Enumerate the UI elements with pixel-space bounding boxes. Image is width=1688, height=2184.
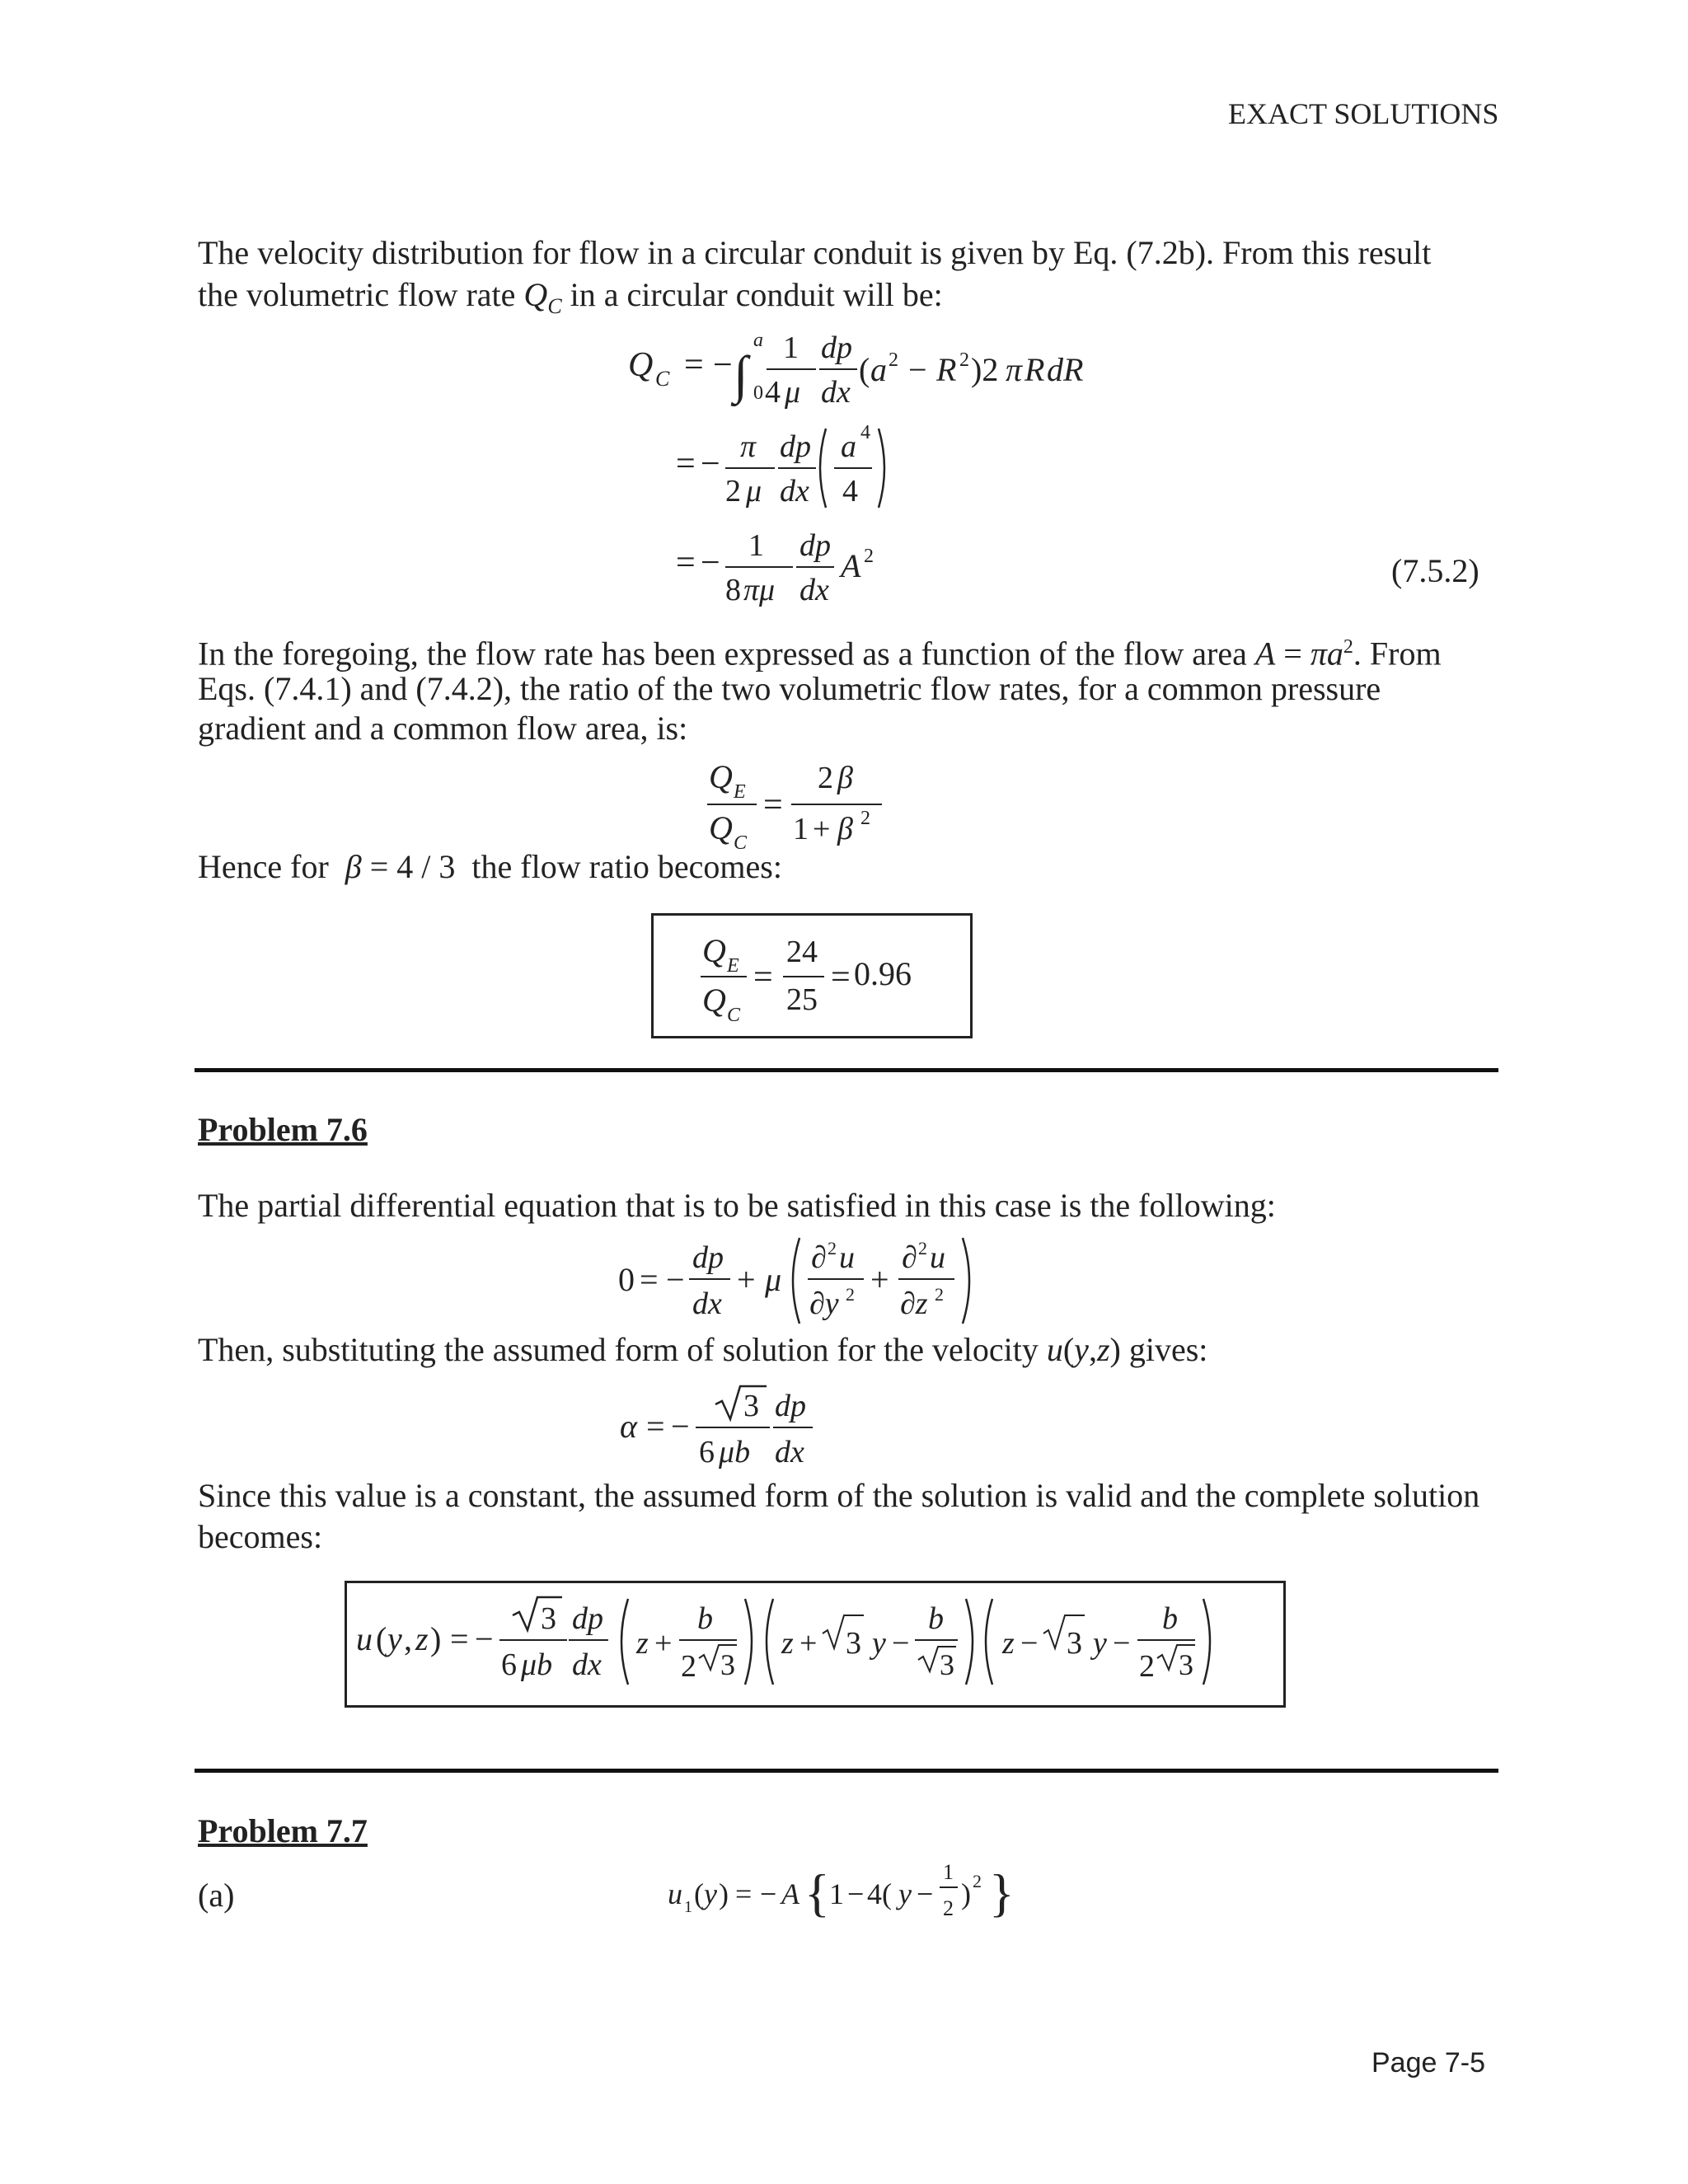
svg-text:−: − [760, 1877, 777, 1910]
svg-text:): ) [430, 1620, 442, 1657]
svg-text:(: ( [694, 1877, 704, 1910]
svg-text:dp: dp [821, 330, 852, 365]
problem-7-6-line-2-pre: Then, substituting the assumed form of solution for the velocity [198, 1331, 1047, 1368]
equation-boxed-ratio [692, 927, 857, 1026]
svg-text:=: = [450, 1620, 469, 1657]
svg-text:3: 3 [940, 1648, 954, 1681]
svg-text:μ: μ [765, 1261, 782, 1298]
svg-text:−: − [892, 1626, 910, 1661]
svg-text:1: 1 [748, 528, 764, 563]
svg-text:Q: Q [702, 932, 726, 969]
svg-text:Q: Q [709, 758, 733, 795]
svg-text:dp: dp [775, 1389, 806, 1423]
svg-text:0: 0 [753, 382, 763, 404]
svg-text:2: 2 [889, 349, 898, 371]
svg-text:6: 6 [699, 1435, 715, 1469]
svg-text:+: + [799, 1626, 818, 1661]
svg-text:25: 25 [786, 982, 818, 1017]
after-line-3: gradient and a common flow area, is: [198, 710, 688, 747]
svg-text:μ: μ [785, 375, 801, 410]
svg-text:−: − [847, 1877, 865, 1910]
svg-text:2: 2 [918, 1238, 927, 1258]
svg-text:=: = [831, 958, 851, 996]
svg-text:dp: dp [572, 1601, 603, 1636]
svg-text:−: − [1020, 1626, 1039, 1661]
svg-text:C: C [727, 1005, 741, 1026]
svg-text:−: − [701, 544, 720, 582]
svg-text:): ) [719, 1877, 729, 1910]
svg-text:E: E [734, 781, 746, 803]
svg-text:dp: dp [692, 1240, 724, 1275]
svg-text:R: R [936, 351, 957, 388]
svg-text:C: C [734, 832, 748, 854]
svg-text:Q: Q [702, 982, 726, 1019]
svg-text:(: ( [859, 351, 870, 388]
svg-text:=: = [676, 544, 696, 582]
svg-text:−: − [701, 445, 720, 483]
equation-alpha [617, 1378, 831, 1477]
svg-text:+: + [654, 1626, 673, 1661]
svg-text:α: α [620, 1408, 637, 1445]
svg-text:π: π [740, 429, 757, 464]
svg-text:2: 2 [818, 761, 833, 795]
svg-text:b: b [928, 1601, 944, 1636]
problem-7-6-line-2 [198, 1329, 1207, 1371]
inline-beta-value: β = 4 / 3 [345, 848, 456, 885]
svg-text:3: 3 [1179, 1648, 1193, 1681]
svg-text:3: 3 [743, 1389, 759, 1423]
svg-text:u: u [839, 1240, 855, 1275]
equation-u1 [664, 1849, 1060, 1940]
problem-7-6-line-3: Since this value is a constant, the assumed form of the solution is valid and the complete solution [198, 1477, 1480, 1514]
problem-7-6-line-4: becomes: [198, 1518, 323, 1555]
svg-text:−: − [671, 1408, 690, 1445]
svg-text:dp: dp [780, 429, 811, 464]
svg-text:Q: Q [709, 809, 733, 846]
svg-text:dx: dx [692, 1286, 722, 1321]
svg-text:μb: μb [719, 1435, 751, 1469]
svg-text:z: z [781, 1626, 794, 1661]
svg-text:=: = [684, 346, 704, 384]
svg-text:−: − [908, 351, 927, 388]
svg-text:2: 2 [860, 808, 870, 829]
svg-text:dp: dp [799, 528, 831, 563]
svg-text:2: 2 [943, 1896, 954, 1920]
svg-text:b: b [697, 1601, 713, 1636]
svg-text:y: y [1093, 1626, 1107, 1661]
section-divider-1 [195, 1068, 1498, 1072]
svg-text:2: 2 [846, 1284, 855, 1305]
svg-text:∂: ∂ [902, 1240, 917, 1275]
after-line-1: In the foregoing, the flow rate has been expressed as a function of the flow area $A = \pi a^2$. From [198, 635, 1442, 673]
svg-text:{: { [804, 1863, 830, 1922]
equation-flow-rate-circular [610, 320, 1187, 616]
svg-text:2: 2 [959, 349, 969, 371]
svg-text:∫: ∫ [734, 345, 748, 404]
inline-subscript-c: C [547, 294, 562, 318]
svg-text:β: β [837, 761, 853, 795]
svg-text:1: 1 [943, 1860, 954, 1884]
svg-text:dx: dx [821, 375, 851, 410]
section-divider-2 [195, 1769, 1498, 1773]
problem-7-6-line-1: The partial differential equation that is to be satisfied in this case is the following: [198, 1187, 1276, 1224]
svg-text:y: y [898, 1877, 912, 1910]
svg-text:1: 1 [829, 1877, 844, 1910]
equation-flow-ratio [692, 750, 907, 857]
svg-text:1: 1 [684, 1898, 692, 1916]
equation-pde [610, 1228, 989, 1335]
svg-text:u: u [356, 1620, 373, 1657]
svg-text:24: 24 [786, 935, 818, 969]
svg-text:4: 4 [765, 375, 781, 410]
svg-text:Q: Q [628, 346, 654, 384]
svg-text:−: − [713, 346, 733, 384]
inline-pi: πa [1310, 635, 1343, 673]
svg-text:2: 2 [681, 1649, 696, 1684]
svg-text:a: a [841, 429, 856, 464]
svg-text:=: = [763, 786, 783, 824]
svg-text:2: 2 [1139, 1649, 1155, 1684]
inline-area-exponent: 2 [1343, 636, 1353, 658]
svg-text:μb: μb [521, 1647, 553, 1682]
svg-text:u: u [930, 1240, 945, 1275]
svg-text:b: b [1162, 1601, 1178, 1636]
problem-7-7-title: Problem 7.7 [198, 1812, 368, 1849]
svg-text:6: 6 [501, 1647, 517, 1682]
svg-text:)2: )2 [971, 351, 999, 388]
svg-text:3: 3 [1067, 1626, 1082, 1661]
after-line-1-post: . From [1353, 635, 1442, 673]
page-number: Page 7-5 [1372, 2047, 1485, 2079]
svg-text:C: C [655, 367, 670, 391]
hence-line [198, 846, 782, 888]
svg-text:−: − [1113, 1626, 1131, 1661]
svg-text:z: z [1002, 1626, 1015, 1661]
svg-text:E: E [727, 955, 739, 977]
svg-text:dx: dx [799, 573, 829, 607]
svg-text:2: 2 [973, 1871, 982, 1891]
svg-text:β: β [837, 812, 853, 846]
svg-text:2: 2 [828, 1238, 837, 1258]
svg-text:dR: dR [1047, 351, 1084, 388]
inline-symbol-qc: Q [523, 276, 548, 313]
svg-text:3: 3 [720, 1648, 735, 1681]
running-header: EXACT SOLUTIONS [1228, 97, 1499, 130]
intro-line-2-post: in a circular conduit will be: [561, 276, 943, 313]
svg-text:+: + [870, 1261, 889, 1298]
svg-text:4: 4 [842, 474, 858, 509]
svg-text:2: 2 [864, 546, 874, 567]
hence-post: the flow ratio becomes: [463, 848, 782, 885]
svg-text:3: 3 [541, 1601, 556, 1636]
boxed-ratio-value: 0.96 [854, 955, 912, 992]
svg-text:1: 1 [793, 812, 809, 846]
svg-text:−: − [475, 1620, 494, 1657]
svg-text:=: = [640, 1261, 659, 1298]
svg-text:−: − [666, 1261, 685, 1298]
svg-text:y: y [872, 1626, 886, 1661]
svg-text:2: 2 [935, 1284, 944, 1305]
problem-7-7-part-label: (a) [198, 1877, 235, 1914]
svg-text:}: } [989, 1863, 1015, 1922]
inline-area-formula: A [1254, 635, 1276, 673]
svg-text:=: = [646, 1408, 665, 1445]
svg-text:3: 3 [846, 1626, 861, 1661]
svg-text:∂: ∂ [811, 1240, 827, 1275]
svg-text:R: R [1025, 351, 1045, 388]
after-line-1-pre: In the foregoing, the flow rate has been expressed as a function of the flow area [198, 635, 1255, 673]
problem-7-6-title: Problem 7.6 [198, 1111, 368, 1148]
svg-text:+: + [737, 1261, 756, 1298]
equation-number-7-5-2: (7.5.2) [1391, 552, 1479, 589]
svg-text:dx: dx [775, 1435, 804, 1469]
intro-line-1: The velocity distribution for flow in a circular conduit is given by Eq. (7.2b). From this result [198, 234, 1432, 271]
svg-text:8: 8 [725, 573, 741, 607]
inline-velocity-u: u(y,z) [1046, 1331, 1121, 1368]
svg-text:−: − [917, 1877, 934, 1910]
svg-text:A: A [841, 547, 861, 584]
after-line-2: Eqs. (7.4.1) and (7.4.2), the ratio of the two volumetric flow rates, for a common pressure [198, 670, 1381, 707]
svg-text:+: + [813, 812, 831, 846]
svg-text:∂y: ∂y [809, 1286, 839, 1321]
svg-text:,: , [404, 1620, 412, 1657]
svg-text:μ: μ [746, 474, 762, 509]
svg-text:u: u [668, 1877, 682, 1910]
svg-text:=: = [735, 1877, 753, 1910]
hence-pre: Hence for [198, 848, 337, 885]
svg-text:=: = [676, 445, 696, 483]
svg-text:dx: dx [780, 474, 809, 509]
svg-text:∂z: ∂z [900, 1286, 928, 1321]
svg-text:z: z [636, 1626, 649, 1661]
svg-text:y: y [704, 1877, 717, 1910]
svg-text:a: a [870, 351, 887, 388]
svg-text:2: 2 [725, 474, 741, 509]
svg-text:): ) [961, 1877, 971, 1910]
svg-text:4(: 4( [867, 1877, 892, 1910]
svg-text:4: 4 [860, 422, 870, 443]
problem-7-6-line-2-post: gives: [1120, 1331, 1208, 1368]
intro-line-2-pre: the volumetric flow rate [198, 276, 524, 313]
svg-text:a: a [753, 330, 763, 351]
svg-text:π: π [1006, 351, 1023, 388]
svg-text:(: ( [376, 1620, 387, 1657]
svg-text:z: z [415, 1620, 429, 1657]
svg-text:=: = [753, 958, 773, 996]
svg-text:1: 1 [783, 330, 799, 365]
svg-text:πμ: πμ [743, 573, 776, 607]
equation-complete-solution [351, 1587, 1274, 1698]
svg-text:y: y [387, 1620, 402, 1657]
svg-text:A: A [781, 1877, 799, 1910]
svg-text:dx: dx [572, 1647, 602, 1682]
svg-text:0: 0 [618, 1261, 635, 1298]
